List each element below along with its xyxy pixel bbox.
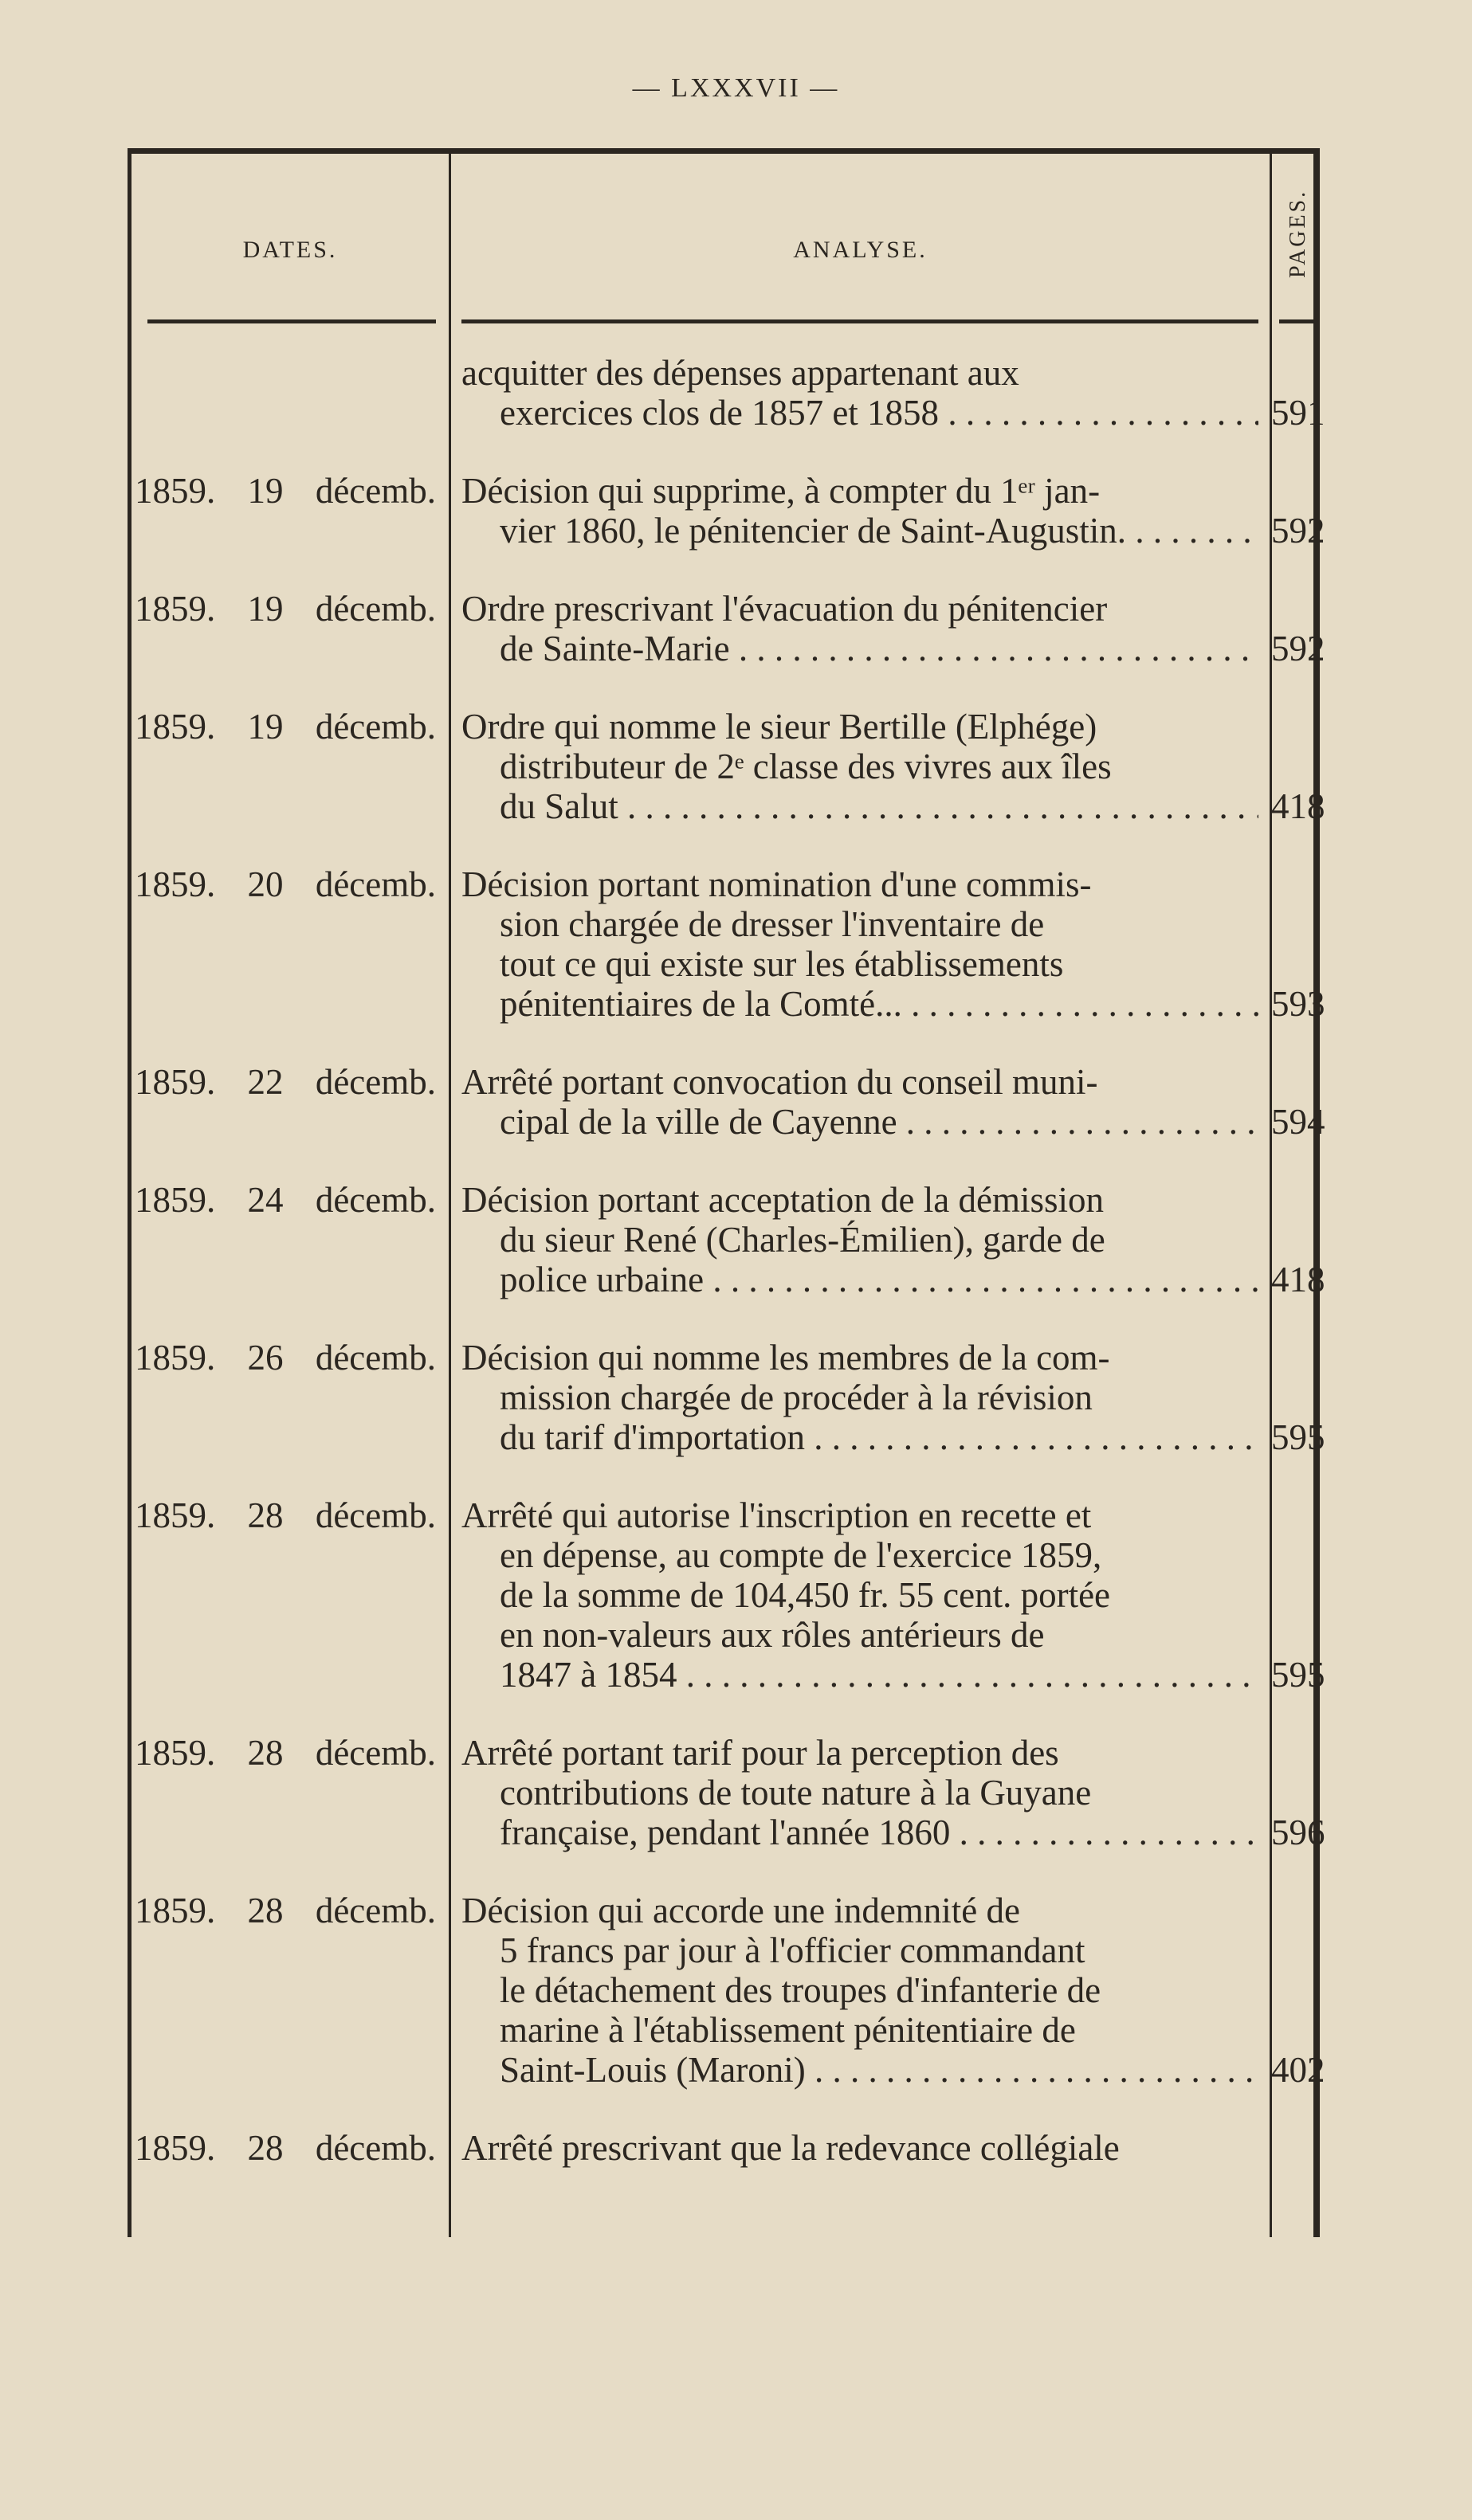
analysis-last-line — [461, 1260, 1258, 1299]
date-year: 1859. — [135, 1495, 216, 1535]
date-day: 28 — [247, 1891, 284, 1930]
analysis-line: 5 francs par jour à l'officier commandant — [500, 1930, 1085, 1970]
analysis-line-leader: police urbaine . . . — [500, 1260, 1258, 1299]
date-day: 20 — [247, 864, 284, 904]
analysis-line: le détachement des troupes d'infanterie de — [500, 1970, 1101, 2010]
date-year: 1859. — [135, 471, 216, 511]
date-year: 1859. — [135, 1180, 216, 1220]
entry-analysis — [461, 1180, 1258, 1299]
entry-analysis — [461, 1338, 1258, 1457]
date-month: décemb. — [315, 707, 436, 747]
analysis-last-line — [461, 2050, 1258, 2090]
entry-page-number: 418 — [1271, 786, 1325, 826]
entry-analysis — [461, 1891, 1258, 2090]
date-month: décemb. — [315, 864, 436, 904]
entry-date — [135, 1180, 447, 1220]
date-day: 22 — [247, 1062, 284, 1102]
date-day: 19 — [247, 471, 284, 511]
entry-analysis — [461, 2128, 1258, 2168]
date-day: 19 — [247, 707, 284, 747]
table-row — [131, 589, 1324, 668]
date-year: 1859. — [135, 1733, 216, 1773]
entry-page-number: 418 — [1271, 1260, 1325, 1299]
analysis-line: Ordre prescrivant l'évacuation du pénitencier — [461, 589, 1108, 629]
date-year: 1859. — [135, 589, 216, 629]
analysis-line: Décision qui supprime, à compter du 1ᵉʳ jan- — [461, 471, 1101, 511]
date-day: 28 — [247, 1495, 284, 1535]
analysis-line: Arrêté portant convocation du conseil muni- — [461, 1062, 1098, 1102]
date-month: décemb. — [315, 589, 436, 629]
analysis-line: mission chargée de procéder à la révision — [500, 1378, 1093, 1417]
analysis-line: du sieur René (Charles-Émilien), garde de — [500, 1220, 1105, 1260]
analysis-line-leader: du Salut . . . — [500, 786, 1258, 826]
entry-date — [135, 1062, 447, 1102]
header-rule — [1279, 319, 1314, 323]
analysis-line: de la somme de 104,450 fr. 55 cent. portée — [500, 1575, 1111, 1615]
table-row — [131, 1495, 1324, 1695]
date-month: décemb. — [315, 1062, 436, 1102]
date-month: décemb. — [315, 1338, 436, 1378]
running-header: — LXXXVII — — [632, 73, 840, 103]
entry-date — [135, 589, 447, 629]
table-row — [131, 1062, 1324, 1142]
entry-page-number: 592 — [1271, 511, 1325, 551]
table-row — [131, 2128, 1324, 2168]
analysis-last-line — [461, 629, 1258, 668]
entry-date — [135, 471, 447, 511]
analysis-line-leader: Saint-Louis (Maroni) . . . — [500, 2050, 1258, 2090]
analysis-line-leader: 1847 à 1854 . . . — [500, 1655, 1258, 1695]
analysis-last-line — [461, 511, 1258, 551]
column-header-dates: DATES. — [242, 237, 338, 263]
column-header-pages: PAGES. — [1286, 189, 1310, 278]
entries-list — [131, 353, 1324, 2206]
date-year: 1859. — [135, 864, 216, 904]
analysis-last-line — [461, 786, 1258, 826]
entry-date — [135, 1733, 447, 1773]
analysis-line-leader: cipal de la ville de Cayenne . . . — [500, 1102, 1258, 1142]
entry-analysis — [461, 864, 1258, 1024]
date-month: décemb. — [315, 2128, 436, 2168]
entry-page-number: 593 — [1271, 984, 1325, 1024]
date-year: 1859. — [135, 1891, 216, 1930]
analysis-line-leader: exercices clos de 1857 et 1858 . . . — [500, 393, 1258, 433]
analysis-line-leader: pénitentiaires de la Comté... . . . — [500, 984, 1258, 1024]
date-day: 24 — [247, 1180, 284, 1220]
date-month: décemb. — [315, 471, 436, 511]
analysis-line: Arrêté qui autorise l'inscription en recette et — [461, 1495, 1092, 1535]
analysis-line: Décision qui accorde une indemnité de — [461, 1891, 1020, 1930]
analysis-last-line — [461, 984, 1258, 1024]
analysis-line: Décision portant acceptation de la démission — [461, 1180, 1105, 1220]
table-row — [131, 1338, 1324, 1457]
date-year: 1859. — [135, 1062, 216, 1102]
analysis-last-line — [461, 1417, 1258, 1457]
index-table — [128, 148, 1325, 2237]
header-rule — [147, 319, 436, 323]
entry-date — [135, 864, 447, 904]
date-day: 28 — [247, 1733, 284, 1773]
table-row — [131, 471, 1324, 551]
table-row — [131, 864, 1324, 1024]
analysis-line: Décision qui nomme les membres de la com- — [461, 1338, 1110, 1378]
entry-analysis — [461, 589, 1258, 668]
table-row — [131, 353, 1324, 433]
analysis-line: Arrêté prescrivant que la redevance collégiale — [461, 2128, 1120, 2168]
entry-analysis — [461, 1062, 1258, 1142]
entry-page-number: 591 — [1271, 393, 1325, 433]
analysis-line: Décision portant nomination d'une commis- — [461, 864, 1092, 904]
analysis-line: tout ce qui existe sur les établissements — [500, 944, 1064, 984]
analysis-line: acquitter des dépenses appartenant aux — [461, 353, 1019, 393]
entry-page-number: 592 — [1271, 629, 1325, 668]
analysis-last-line — [461, 1655, 1258, 1695]
analysis-line: Arrêté portant tarif pour la perception des — [461, 1733, 1059, 1773]
entry-analysis — [461, 707, 1258, 826]
analysis-line: en dépense, au compte de l'exercice 1859, — [500, 1535, 1102, 1575]
date-month: décemb. — [315, 1180, 436, 1220]
date-year: 1859. — [135, 1338, 216, 1378]
entry-date — [135, 707, 447, 747]
date-year: 1859. — [135, 707, 216, 747]
analysis-line-leader: française, pendant l'année 1860 . . . — [500, 1813, 1258, 1852]
entry-date — [135, 1495, 447, 1535]
entry-page-number: 402 — [1271, 2050, 1325, 2090]
table-row — [131, 707, 1324, 826]
analysis-last-line — [461, 1102, 1258, 1142]
analysis-line-leader: du tarif d'importation . . . — [500, 1417, 1258, 1457]
header-rule — [461, 319, 1258, 323]
entry-date — [135, 2128, 447, 2168]
date-month: décemb. — [315, 1495, 436, 1535]
analysis-last-line — [461, 393, 1258, 433]
entry-analysis — [461, 471, 1258, 551]
date-day: 28 — [247, 2128, 284, 2168]
date-day: 26 — [247, 1338, 284, 1378]
table-row — [131, 1891, 1324, 2090]
analysis-line: en non-valeurs aux rôles antérieurs de — [500, 1615, 1045, 1655]
entry-page-number: 596 — [1271, 1813, 1325, 1852]
date-day: 19 — [247, 589, 284, 629]
entry-analysis — [461, 1733, 1258, 1852]
entry-page-number: 594 — [1271, 1102, 1325, 1142]
entry-analysis — [461, 353, 1258, 433]
date-month: décemb. — [315, 1891, 436, 1930]
table-row — [131, 1733, 1324, 1852]
table-row — [131, 1180, 1324, 1299]
analysis-line: Ordre qui nomme le sieur Bertille (Elphége) — [461, 707, 1097, 747]
date-month: décemb. — [315, 1733, 436, 1773]
entry-date — [135, 1891, 447, 1930]
analysis-line: contributions de toute nature à la Guyane — [500, 1773, 1092, 1813]
analysis-line-leader: vier 1860, le pénitencier de Saint-Augustin. . . . — [500, 511, 1258, 551]
entry-date — [135, 1338, 447, 1378]
analysis-line: marine à l'établissement pénitentiaire de — [500, 2010, 1076, 2050]
date-year: 1859. — [135, 2128, 216, 2168]
analysis-line-leader: de Sainte-Marie . . . — [500, 629, 1258, 668]
column-header-analyse: ANALYSE. — [793, 237, 928, 263]
analysis-line: sion chargée de dresser l'inventaire de — [500, 904, 1045, 944]
entry-page-number: 595 — [1271, 1655, 1325, 1695]
analysis-line: distributeur de 2ᵉ classe des vivres aux îles — [500, 747, 1112, 786]
analysis-last-line — [461, 1813, 1258, 1852]
entry-page-number: 595 — [1271, 1417, 1325, 1457]
entry-analysis — [461, 1495, 1258, 1695]
